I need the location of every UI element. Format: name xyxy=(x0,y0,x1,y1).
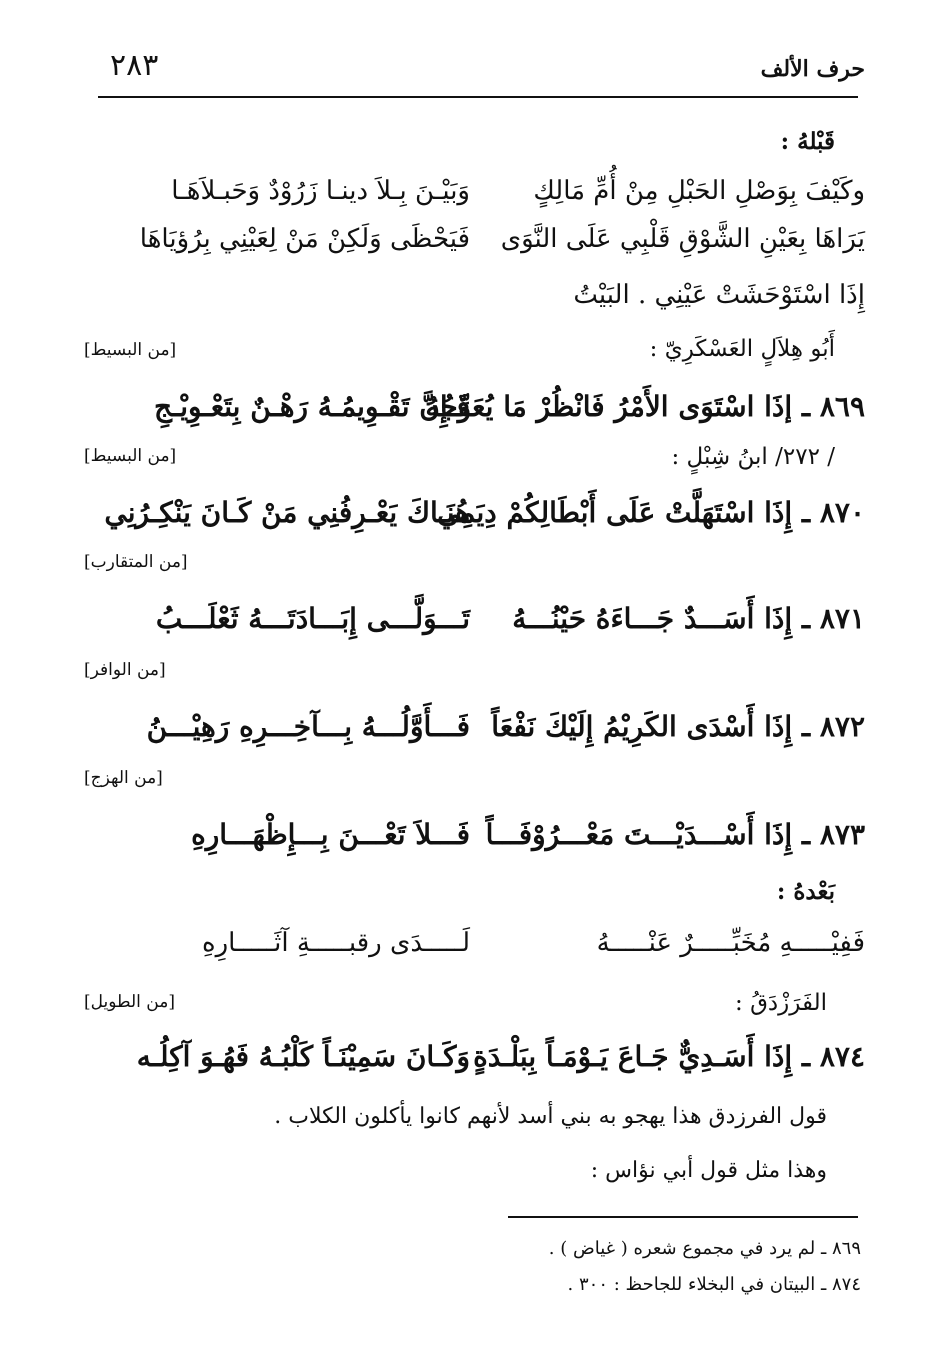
meter-label: [من المتقارب] xyxy=(84,552,188,572)
verse-871-right: ٨٧١ ـ إِذَا أَسَـــدٌ جَـــاءَهُ حَيْنُـــهُ xyxy=(512,602,865,635)
verse-1-right: وكَيْفَ بِوَصْلِ الحَبْلِ مِنْ أُمِّ مَالِكٍ xyxy=(533,176,865,206)
verse-869-right: ٨٦٩ ـ إذَا اسْتَوَى الأَمْرُ فَانْظُرْ مَا يُعَوِّجُهُ xyxy=(425,390,865,423)
verse-after-right: فَفِيْـــــهِ مُخَبِّـــــرٌ عَنْـــــهُ xyxy=(596,928,865,958)
footnote-rule xyxy=(508,1216,858,1218)
verse-874-right: ٨٧٤ ـ إِذَا أَسَـدِيٌّ جَـاعَ يَـوْمَـاً بِبَلْـدَةٍ xyxy=(473,1040,865,1073)
footnote: ٨٦٩ ـ لم يرد في مجموع شعره ( غياض ) . xyxy=(548,1238,861,1259)
section-label-before: قَبْلهُ : xyxy=(780,128,835,155)
verse-873-left: فَـــلاَ تَعْـــنَ بِـــإِظْهَـــارِهِ xyxy=(191,818,470,851)
poet-askari: أَبُو هِلاَلٍ العَسْكَرِيّ : xyxy=(649,336,835,362)
verse-872-right: ٨٧٢ ـ إِذَا أَسْدَى الكَرِيْمُ إِلَيْكَ نَفْعَاً xyxy=(491,710,865,743)
verse-873-right: ٨٧٣ ـ إِذَا أَسْـــدَيْـــتَ مَعْـــرُوْفَـــاً xyxy=(485,818,865,851)
verse-871-left: تَـــوَلَّـــى إِبَـــادَتَـــهُ ثَعْلَـــبُ xyxy=(155,602,470,635)
verse-869-left: فَـإِنَّ تَقْـوِيمُـهُ رَهْـنٌ بِتَعْـوِيْـجِ xyxy=(153,390,470,423)
meter-label: [من الطويل] xyxy=(84,992,175,1012)
verse-870-left: هُنَـاكَ يَعْـرِفُنِي مَنْ كَـانَ يَنْكِـرُنِي xyxy=(104,496,470,529)
section-label-after: بَعْدهُ : xyxy=(776,878,835,905)
poet-ibn-shibl: / ٢٧٢/ ابنُ شِبْلٍ : xyxy=(671,444,835,470)
meter-label: [من البسيط] xyxy=(84,446,177,466)
header-rule xyxy=(98,96,858,98)
verse-1-left: وَبَيْـنَ بِـلاَ دينـا زَرُوْدٌ وَحَبـلاَهَـا xyxy=(171,176,470,206)
verse-2-left: فَيَحْظَى وَلَكِنْ مَنْ لِعَيْنِي بِرُؤيَاهَا xyxy=(139,224,470,254)
commentary-paragraph: وهذا مثل قول أبي نؤاس : xyxy=(590,1158,827,1183)
poet-farazdaq: الفَرَزْدَقُ : xyxy=(735,990,827,1016)
verse-874-left: وَكَـانَ سَمِيْنَـاً كَلْبُـهُ فَهُـوَ آكِلُـه xyxy=(136,1040,470,1073)
running-header: حرف الألف xyxy=(760,56,865,82)
page-number: ٢٨٣ xyxy=(110,48,159,83)
meter-label: [من الوافر] xyxy=(84,660,166,680)
commentary-paragraph: قول الفرزدق هذا يهجو به بني أسد لأنهم كانوا يأكلون الكلاب . xyxy=(274,1104,827,1129)
verse-after-left: لَـــــدَى رقبـــــةِ آثَـــــارِهِ xyxy=(201,928,470,958)
meter-label: [من الهزج] xyxy=(84,768,163,788)
verse-3: إِذَا اسْتَوْحَشَتْ عَيْنِي . البَيْتُ xyxy=(573,280,865,310)
verse-872-left: فَـــأَوَّلُـــهُ بِـــآخِـــرِهِ رَهِيْـــنُ xyxy=(146,710,470,743)
verse-2-right: يَرَاهَا بِعَيْنِ الشَّوْقِ قَلْبِي عَلَى النَّوَى xyxy=(500,224,865,254)
meter-label: [من البسيط] xyxy=(84,340,177,360)
footnote: ٨٧٤ ـ البيتان في البخلاء للجاحظ : ٣٠٠ . xyxy=(567,1274,861,1295)
verse-870-right: ٨٧٠ ـ إِذَا اسْتَهَلَّتْ عَلَى أَبْطَالِكُمْ دِيَمِي xyxy=(436,496,865,529)
